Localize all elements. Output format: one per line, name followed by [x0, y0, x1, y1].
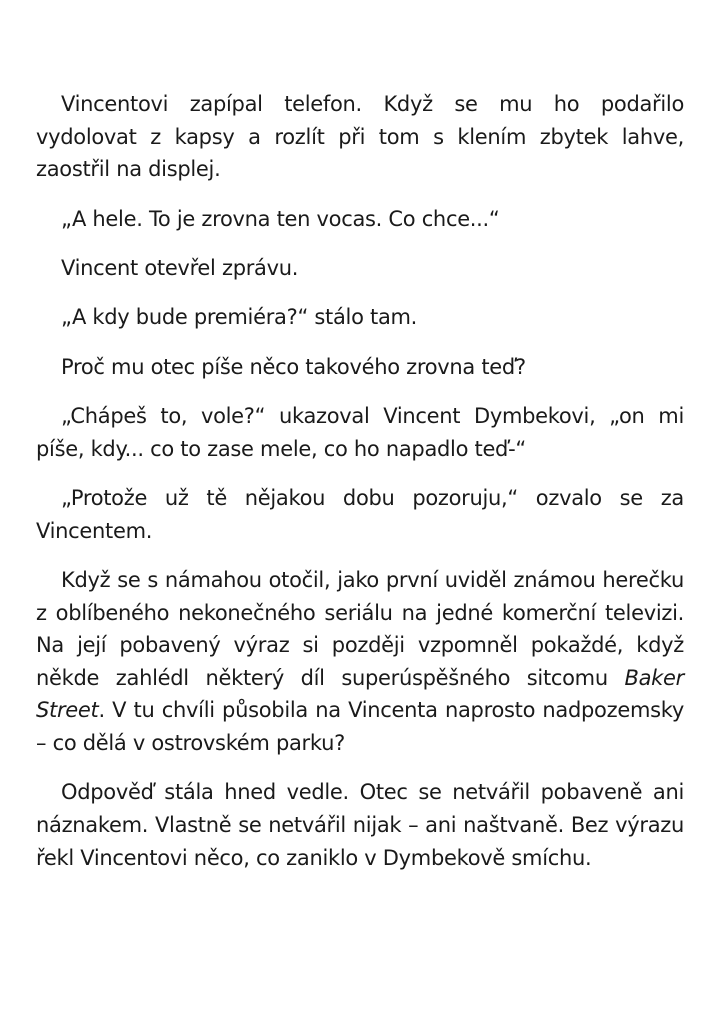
paragraph-with-title — [36, 564, 684, 760]
sitcom-title: Baker Street — [36, 665, 684, 723]
document-page — [36, 88, 684, 891]
paragraph: Odpověď stála hned vedle. Otec se netvářil pobaveně ani náznakem. Vlastně se netvářil nijak – ani naštvaně. Bez výrazu řekl Vincentovi něco, co zaniklo v Dymbekově smíchu. — [36, 780, 684, 870]
paragraph: „Chápeš to, vole?“ ukazoval Vincent Dymbekovi, „on mi píše, kdy... co to zase mele, co ho napadlo teď-“ — [36, 404, 684, 461]
paragraph: Vincentovi zapípal telefon. Když se mu ho podařilo vydolovat z kapsy a rozlít při tom s klením zbytek lahve, zaostřil na displej. — [36, 92, 684, 182]
paragraph: „Protože už tě nějakou dobu pozoruju,“ ozvalo se za Vincentem. — [36, 486, 684, 543]
paragraph-text: Když se s námahou otočil, jako první uviděl známou herečku z oblíbeného nekonečného seriálu na jedné komerční televizi. Na její pobavený výraz si později vzpomněl pokaždé, když někde zahlédl některý díl superúspěšného sitcomu — [36, 568, 684, 690]
paragraph-text: . V tu chvíli působila na Vincenta naprosto nadpozemsky – co dělá v ostrovském parku? — [36, 698, 684, 756]
paragraph: „A hele. To je zrovna ten vocas. Co chce...“ — [61, 206, 500, 231]
paragraph: „A kdy bude premiéra?“ stálo tam. — [61, 305, 418, 330]
paragraph: Vincent otevřel zprávu. — [61, 255, 299, 280]
paragraph: Proč mu otec píše něco takového zrovna teď? — [61, 354, 526, 379]
